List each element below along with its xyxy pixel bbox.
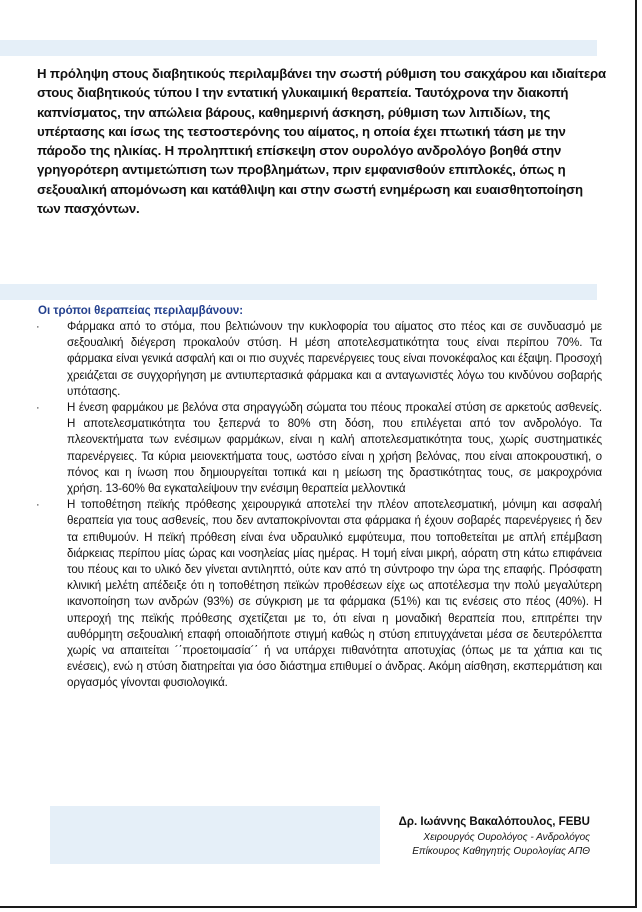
top-accent-band <box>0 40 597 56</box>
therapy-item-penile-prosthesis <box>36 497 602 691</box>
author-name: Δρ. Ιωάννης Βακαλόπουλος, FEBU <box>398 816 590 828</box>
signature-accent-band <box>50 806 380 864</box>
therapy-item-text: Η ένεση φαρμάκου με βελόνα στα σηραγγώδη σώματα του πέους προκαλεί στύση σε αρκετούς ασθενείς. Η αποτελεσματικότητα του ξεπερνά το 80% στη δόση, που επιλέγεται από τον ανδρολόγο. Τα πλεονεκτήματα των ενέσιμων φαρμάκων, είναι η καλή αποτελεσματικότητα τους, χωρίς συστηματικές παρενέργειες. Τα κύρια μειονεκτήματα τους, ωστόσο είναι η χρήση βελόνας, που είναι αποκρουστική, ο πόνος και η ίνωση που δημιουργείται τοπικά και η μείωση της δραστικότητας τους, σε μακροχρόνια χρήση. 13-60% θα εγκαταλείψουν την ενέσιμη θεραπεία μελλοντικά <box>67 401 602 496</box>
middle-accent-band <box>0 284 597 300</box>
bullet-mark: · <box>36 402 40 415</box>
intro-paragraph: Η πρόληψη στους διαβητικούς περιλαμβάνει την σωστή ρύθμιση του σακχάρου και ιδιαίτερα στους διαβητικούς τύπου Ι την εντατική γλυκαιμική θεραπεία. Ταυτόχρονα την διακοπή καπνίσματος, την απώλεια βάρους, καθημερινή άσκηση, ρύθμιση των λιπιδίων, της υπέρτασης και ίσως της τεστοστερόνης του αίματος, η οποία έχει πτωτική τάση με την πάροδο της ηλικίας. Η προληπτική επίσκεψη στον ουρολόγο ανδρολόγο βοηθά στην γρηγορότερη αντιμετώπιση των προβλημάτων, πριν εμφανισθούν επιπλοκές, όπως η σεξουαλική απομόνωση και κατάθλιψη και στην σωστή ενημέρωση και ευαισθητοποίηση των πασχόντων. <box>37 66 606 217</box>
therapy-item-oral-drugs <box>36 319 602 400</box>
signature-block <box>360 814 590 859</box>
bullet-mark: · <box>36 499 40 512</box>
author-affiliation: Επίκουρος Καθηγητής Ουρολογίας ΑΠΘ <box>412 846 590 857</box>
therapy-list <box>36 319 602 692</box>
therapy-heading: Οι τρόποι θεραπείας περιλαμβάνουν: <box>38 305 244 317</box>
therapy-item-text: Φάρμακα από το στόμα, που βελτιώνουν την κυκλοφορία του αίματος στο πέος και σε συνδυασμό με σεξουαλική διέγερση προκαλούν στύση. Η μέση αποτελεσματικότητα τους είναι περίπου 70%. Τα φάρμακα είναι γενικά ασφαλή και οι πιο συχνές παρενέργειες τους είναι πονοκέφαλος και έξαψη. Προσοχή χρειάζεται σε συγχορήγηση με αντιυπερτασικά φάρμακα και α ανταγωνιστές λόγω του κινδύνου σοβαρής υπότασης. <box>67 320 602 398</box>
author-role: Χειρουργός Ουρολόγος - Ανδρολόγος <box>423 832 590 843</box>
bullet-mark: · <box>36 321 40 333</box>
therapy-item-injection <box>36 400 602 497</box>
therapy-item-text: Η τοποθέτηση πεϊκής πρόθεσης χειρουργικά αποτελεί την πλέον αποτελεσματική, μόνιμη και ασφαλή θεραπεία για τους ασθενείς, που δεν ανταποκρίνονται στα φάρμακα ή έχουν σοβαρές παρενέργειες ή δεν τα επιθυμούν. Η πεϊκή πρόθεση είναι ένα υδραυλικό εμφύτευμα, που τοποθετείται με απλή επέμβαση διάρκειας περίπου μίας ώρας και νοσηλείας μίας ημέρας. Η τομή είναι μικρή, αόρατη στη κάτω επιφάνεια του πέους και το υλικό δεν γίνεται αντιληπτό, ούτε καν από τη σύντροφο την ώρα της επαφής. Πρόσφατη κλινική μελέτη απέδειξε ότι η τοποθέτηση πεϊκών προθέσεων είχε ως αποτέλεσμα την πολύ μεγαλύτερη ικανοποίηση των ανδρών (93%) σε σύγκριση με τα φάρμακα (51%) και τις ενέσεις στο πέος (40%). Η υπεροχή της πεϊκής πρόθεσης σχετίζεται με το, ότι είναι η μοναδική θεραπεία που, επιτρέπει την αυθόρμητη σεξουαλική επαφή οποιαδήποτε στιγμή καθώς η στύση επιτυγχάνεται μέσα σε δευτερόλεπτα χωρίς να απαιτείται ´΄προετοιμασία´΄ ή να υπάρχει πιθανότητα αποτυχίας (όπως με τα χάπια και τις ενέσεις), ενώ η στύση διατηρείται για όσο διάστημα επιθυμεί ο άνδρας. Ακόμη αίσθηση, εκσπερμάτιση και οργασμός γίνονται φυσιολογικά. <box>67 498 602 690</box>
